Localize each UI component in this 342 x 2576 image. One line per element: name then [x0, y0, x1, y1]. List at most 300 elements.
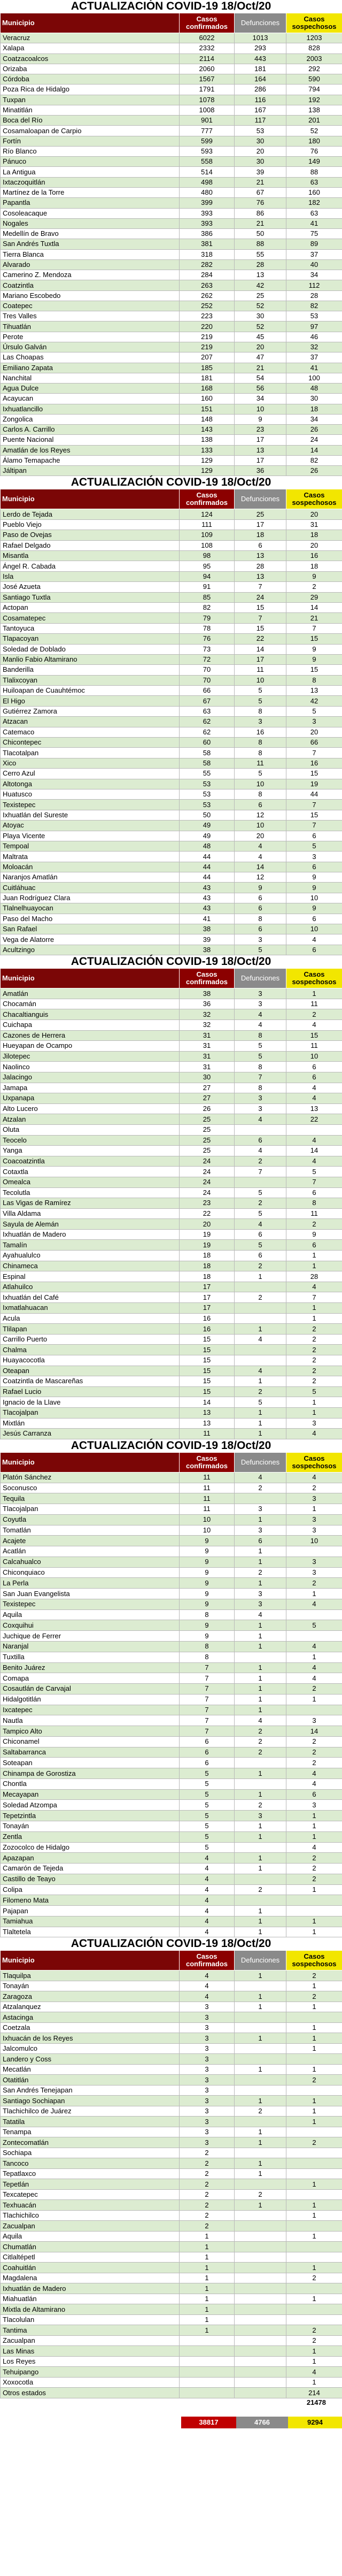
- cell-defunciones: [235, 2294, 286, 2304]
- cell-defunciones: 1: [235, 1853, 286, 1864]
- section-title: ACTUALIZACIÓN COVID-19 18/Oct/20: [71, 1439, 271, 1452]
- table-row: [1, 1800, 342, 1811]
- cell-municipio: Chacaltianguis: [1, 1009, 180, 1020]
- cell-confirmados: 15: [180, 1355, 235, 1366]
- cell-confirmados: 9: [180, 1567, 235, 1578]
- cell-confirmados: 1: [180, 2325, 235, 2336]
- cell-municipio: Astacinga: [1, 2012, 180, 2023]
- header-defunciones: Defunciones: [235, 489, 286, 509]
- cell-sospechosos: 1: [286, 2106, 342, 2117]
- table-row: [1, 1514, 342, 1525]
- table-row: [1, 373, 342, 383]
- cell-sospechosos: 2: [286, 1971, 342, 1981]
- cell-defunciones: 6: [235, 1536, 286, 1546]
- cell-defunciones: 3: [235, 934, 286, 945]
- cell-confirmados: 2332: [180, 43, 235, 53]
- cell-municipio: Gutiérrez Zamora: [1, 706, 180, 716]
- cell-defunciones: 5: [235, 1041, 286, 1052]
- cell-sospechosos: 32: [286, 342, 342, 352]
- cell-confirmados: 31: [180, 1051, 235, 1062]
- cell-defunciones: 5: [235, 696, 286, 706]
- table-row: [1, 1345, 342, 1355]
- cell-confirmados: 23: [180, 1198, 235, 1209]
- cell-municipio: Cosamatepec: [1, 613, 180, 623]
- cell-sospechosos: 2: [286, 1853, 342, 1864]
- section-title: ACTUALIZACIÓN COVID-19 18/Oct/20: [71, 0, 271, 12]
- cell-confirmados: 6: [180, 1758, 235, 1768]
- cell-defunciones: 3: [235, 1103, 286, 1114]
- cell-municipio: Cosamaloapan de Carpio: [1, 126, 180, 136]
- cell-defunciones: [235, 2325, 286, 2336]
- cell-defunciones: [235, 1493, 286, 1504]
- table-row: [1, 1261, 342, 1271]
- cell-defunciones: 5: [235, 769, 286, 779]
- cell-sospechosos: 1: [286, 1313, 342, 1324]
- cell-defunciones: 443: [235, 53, 286, 64]
- cell-sospechosos: 52: [286, 126, 342, 136]
- cell-confirmados: 6: [180, 1747, 235, 1758]
- cell-confirmados: 25: [180, 1146, 235, 1156]
- total-confirmados: 38817: [181, 2417, 236, 2428]
- cell-sospechosos: 8: [286, 675, 342, 685]
- cell-confirmados: 514: [180, 167, 235, 177]
- cell-confirmados: 6: [180, 1736, 235, 1747]
- cell-sospechosos: 42: [286, 696, 342, 706]
- cell-confirmados: 72: [180, 654, 235, 664]
- cell-municipio: Chocamán: [1, 999, 180, 1009]
- cell-municipio: Tempoal: [1, 841, 180, 851]
- cell-defunciones: 3: [235, 999, 286, 1009]
- cell-defunciones: 1: [235, 2002, 286, 2012]
- cell-defunciones: 1: [235, 1916, 286, 1927]
- table-row: [1, 706, 342, 716]
- cell-municipio: Cosautlán de Carvajal: [1, 1684, 180, 1695]
- cell-sospechosos: 828: [286, 43, 342, 53]
- table-row: [1, 696, 342, 706]
- cell-sospechosos: 88: [286, 167, 342, 177]
- cell-defunciones: 21: [235, 177, 286, 187]
- header-confirmados: Casos confirmados: [180, 969, 235, 988]
- cell-municipio: Espinal: [1, 1271, 180, 1282]
- cell-sospechosos: 3: [286, 717, 342, 727]
- cell-municipio: Castillo de Teayo: [1, 1874, 180, 1884]
- cell-confirmados: 2: [180, 2168, 235, 2179]
- cell-defunciones: 6: [235, 924, 286, 934]
- table-row: [1, 2075, 342, 2086]
- cell-defunciones: 22: [235, 634, 286, 644]
- cell-confirmados: [180, 2367, 235, 2378]
- cell-sospechosos: 16: [286, 550, 342, 561]
- cell-defunciones: [235, 2231, 286, 2242]
- cell-defunciones: 5: [235, 1397, 286, 1408]
- cell-municipio: Tampico Alto: [1, 1726, 180, 1737]
- cell-confirmados: 44: [180, 852, 235, 862]
- cell-confirmados: 4: [180, 1981, 235, 1991]
- table-row: [1, 1546, 342, 1557]
- cell-defunciones: 18: [235, 530, 286, 540]
- cell-municipio: Fortín: [1, 136, 180, 146]
- cell-municipio: Jilotepec: [1, 1051, 180, 1062]
- cell-municipio: Oteapan: [1, 1366, 180, 1376]
- cell-sospechosos: 6: [286, 1187, 342, 1198]
- cell-sospechosos: 6: [286, 1072, 342, 1083]
- cell-municipio: Tlaquilpa: [1, 1971, 180, 1981]
- cell-municipio: Pueblo Viejo: [1, 519, 180, 530]
- cell-defunciones: [235, 1842, 286, 1853]
- cell-confirmados: 10: [180, 1525, 235, 1536]
- cell-sospechosos: 9: [286, 644, 342, 654]
- cell-sospechosos: [286, 2314, 342, 2325]
- header-municipio: Municipio: [1, 1951, 180, 1971]
- cell-sospechosos: 1: [286, 1821, 342, 1832]
- cell-municipio: Tihuatlán: [1, 321, 180, 332]
- cell-confirmados: 85: [180, 592, 235, 602]
- cell-sospechosos: 590: [286, 74, 342, 85]
- table-row: [1, 1599, 342, 1609]
- cell-defunciones: 1: [235, 1376, 286, 1387]
- cell-sospechosos: 1: [286, 2356, 342, 2367]
- cell-municipio: Chumatlán: [1, 2242, 180, 2252]
- cell-confirmados: 18: [180, 1261, 235, 1271]
- cell-confirmados: 15: [180, 1376, 235, 1387]
- cell-defunciones: 17: [235, 455, 286, 465]
- cell-confirmados: 62: [180, 717, 235, 727]
- cell-sospechosos: 4: [286, 1768, 342, 1779]
- cell-confirmados: 1078: [180, 95, 235, 105]
- table-row: [1, 1103, 342, 1114]
- table-row: [1, 2210, 342, 2221]
- cell-sospechosos: [286, 2158, 342, 2169]
- cell-municipio: Camarón de Tejeda: [1, 1864, 180, 1874]
- cell-municipio: Tlalixcoyan: [1, 675, 180, 685]
- table-row: [1, 466, 342, 476]
- cell-sospechosos: 34: [286, 270, 342, 280]
- cell-sospechosos: 7: [286, 1177, 342, 1187]
- cell-sospechosos: [286, 2085, 342, 2096]
- cell-sospechosos: 2: [286, 2273, 342, 2283]
- cell-municipio: Ixtaczoquitlán: [1, 177, 180, 187]
- table-row: [1, 1376, 342, 1387]
- table-row: [1, 1167, 342, 1177]
- table-row: [1, 2189, 342, 2200]
- cell-defunciones: [235, 1652, 286, 1662]
- cell-sospechosos: 5: [286, 841, 342, 851]
- cell-municipio: Ixhuatlán del Café: [1, 1292, 180, 1303]
- cell-sospechosos: 7: [286, 1292, 342, 1303]
- table-row: [1, 1557, 342, 1567]
- table-row: [1, 239, 342, 249]
- cell-municipio: Mecatlán: [1, 2064, 180, 2075]
- cell-sospechosos: 1: [286, 1303, 342, 1314]
- table-row: [1, 852, 342, 862]
- table-row: [1, 1504, 342, 1515]
- cell-defunciones: 1: [235, 2168, 286, 2179]
- cell-municipio: Otatitlán: [1, 2075, 180, 2086]
- table-row: [1, 1229, 342, 1240]
- cell-municipio: Mecayapan: [1, 1789, 180, 1800]
- cell-confirmados: 1: [180, 2294, 235, 2304]
- table-row: [1, 2002, 342, 2012]
- cell-municipio: San Andrés Tuxtla: [1, 239, 180, 249]
- cell-municipio: Coatzintla: [1, 280, 180, 290]
- cell-confirmados: 31: [180, 1030, 235, 1041]
- table-row: [1, 1927, 342, 1937]
- cell-sospechosos: 149: [286, 157, 342, 167]
- cell-sospechosos: 3: [286, 852, 342, 862]
- cell-defunciones: 5: [235, 1187, 286, 1198]
- cell-municipio: Ixhuatlán del Sureste: [1, 810, 180, 820]
- cell-municipio: Aquila: [1, 2231, 180, 2242]
- cell-municipio: Úrsulo Galván: [1, 342, 180, 352]
- cell-confirmados: 138: [180, 435, 235, 445]
- cell-confirmados: 15: [180, 1386, 235, 1397]
- table-row: [1, 1187, 342, 1198]
- table-row: [1, 2012, 342, 2023]
- cell-municipio: Tepatlaxco: [1, 2168, 180, 2179]
- table-row: [1, 831, 342, 841]
- cell-confirmados: 2: [180, 2179, 235, 2190]
- cell-confirmados: 7: [180, 1715, 235, 1726]
- table-header-row: [1, 1452, 342, 1472]
- cell-defunciones: 17: [235, 519, 286, 530]
- cell-municipio: El Higo: [1, 696, 180, 706]
- cell-municipio: Altotonga: [1, 779, 180, 789]
- cell-confirmados: 24: [180, 1156, 235, 1167]
- cell-sospechosos: 1: [286, 1811, 342, 1821]
- cell-municipio: Acatlán: [1, 1546, 180, 1557]
- cell-municipio: Apazapan: [1, 1853, 180, 1864]
- cell-confirmados: 76: [180, 634, 235, 644]
- cell-sospechosos: 10: [286, 924, 342, 934]
- cell-sospechosos: 37: [286, 352, 342, 363]
- cell-confirmados: 5: [180, 1842, 235, 1853]
- table-row: [1, 74, 342, 85]
- cell-sospechosos: [286, 2242, 342, 2252]
- cell-municipio: Otros estados: [1, 2388, 180, 2398]
- cell-municipio: San Rafael: [1, 924, 180, 934]
- cell-defunciones: 1: [235, 1971, 286, 1981]
- cell-defunciones: 15: [235, 602, 286, 612]
- cell-defunciones: 12: [235, 810, 286, 820]
- cell-sospechosos: 9: [286, 1229, 342, 1240]
- cell-municipio: Río Blanco: [1, 146, 180, 156]
- cell-confirmados: 20: [180, 1219, 235, 1230]
- cell-confirmados: 14: [180, 1397, 235, 1408]
- cell-municipio: Isla: [1, 571, 180, 581]
- table-row: [1, 654, 342, 664]
- cell-sospechosos: 18: [286, 404, 342, 414]
- cell-defunciones: 116: [235, 95, 286, 105]
- cell-municipio: Acula: [1, 1313, 180, 1324]
- cell-confirmados: 4: [180, 1991, 235, 2002]
- cell-defunciones: [235, 2012, 286, 2023]
- cell-sospechosos: 100: [286, 373, 342, 383]
- cell-confirmados: 393: [180, 218, 235, 228]
- cell-municipio: Carlos A. Carrillo: [1, 425, 180, 435]
- table-row: [1, 2148, 342, 2158]
- cell-defunciones: [235, 2075, 286, 2086]
- cell-defunciones: 67: [235, 187, 286, 197]
- cell-defunciones: 13: [235, 270, 286, 280]
- table-row: [1, 789, 342, 799]
- cell-defunciones: 24: [235, 592, 286, 602]
- cell-sospechosos: 1: [286, 1407, 342, 1418]
- cell-defunciones: 1: [235, 2158, 286, 2169]
- cell-sospechosos: 214: [286, 2388, 342, 2398]
- cell-defunciones: 8: [235, 738, 286, 748]
- header-defunciones: Defunciones: [235, 1951, 286, 1971]
- cell-sospechosos: 6: [286, 1062, 342, 1072]
- cell-municipio: Soledad de Doblado: [1, 644, 180, 654]
- section-title: ACTUALIZACIÓN COVID-19 18/Oct/20: [71, 955, 271, 968]
- cell-municipio: Jesús Carranza: [1, 1429, 180, 1439]
- table-row: [1, 2054, 342, 2065]
- cell-defunciones: 30: [235, 311, 286, 321]
- cell-defunciones: 1: [235, 1684, 286, 1695]
- cell-confirmados: [180, 2335, 235, 2346]
- cell-confirmados: 19: [180, 1240, 235, 1251]
- table-row: [1, 1198, 342, 1209]
- cell-sospechosos: 22: [286, 1114, 342, 1125]
- cell-defunciones: 1: [235, 1418, 286, 1429]
- cell-defunciones: 16: [235, 727, 286, 737]
- cell-sospechosos: 1: [286, 2179, 342, 2190]
- cell-municipio: Sochiapa: [1, 2148, 180, 2158]
- cell-sospechosos: 794: [286, 85, 342, 95]
- cell-confirmados: 7: [180, 1726, 235, 1737]
- cell-municipio: Calcahualco: [1, 1557, 180, 1567]
- table-header-row: [1, 13, 342, 33]
- cell-defunciones: 167: [235, 105, 286, 115]
- table-row: [1, 404, 342, 414]
- cell-sospechosos: 75: [286, 229, 342, 239]
- cell-municipio: Maltrata: [1, 852, 180, 862]
- cell-municipio: Huiloapan de Cuauhtémoc: [1, 686, 180, 696]
- cell-confirmados: 2: [180, 2200, 235, 2211]
- cell-sospechosos: 24: [286, 435, 342, 445]
- table-row: [1, 2346, 342, 2357]
- cell-confirmados: 58: [180, 748, 235, 758]
- cell-sospechosos: 1: [286, 2022, 342, 2033]
- table-row: [1, 1694, 342, 1705]
- cell-confirmados: 15: [180, 1345, 235, 1355]
- cell-defunciones: 6: [235, 1251, 286, 1261]
- cell-municipio: Citlaltépetl: [1, 2252, 180, 2263]
- cell-municipio: Yanga: [1, 1146, 180, 1156]
- cell-municipio: Acayucan: [1, 394, 180, 404]
- table-row: [1, 1483, 342, 1493]
- cell-defunciones: 5: [235, 1240, 286, 1251]
- cell-municipio: Colipa: [1, 1884, 180, 1895]
- cell-defunciones: 1: [235, 1927, 286, 1937]
- cell-defunciones: 10: [235, 821, 286, 831]
- cell-defunciones: [235, 2054, 286, 2065]
- cell-defunciones: 7: [235, 1072, 286, 1083]
- cell-sospechosos: 2: [286, 1334, 342, 1345]
- cell-municipio: Atlahuilco: [1, 1282, 180, 1292]
- cell-defunciones: 56: [235, 384, 286, 394]
- cell-municipio: Moloacán: [1, 862, 180, 872]
- table-row: [1, 95, 342, 105]
- cell-confirmados: 480: [180, 187, 235, 197]
- cell-defunciones: 1: [235, 1546, 286, 1557]
- cell-confirmados: 3: [180, 2127, 235, 2137]
- table-row: [1, 1811, 342, 1821]
- cell-confirmados: 66: [180, 686, 235, 696]
- cell-confirmados: 5: [180, 1778, 235, 1789]
- cell-confirmados: 58: [180, 758, 235, 768]
- cell-defunciones: 10: [235, 779, 286, 789]
- table-row: [1, 1271, 342, 1282]
- cell-sospechosos: 3: [286, 1567, 342, 1578]
- cell-sospechosos: 1203: [286, 33, 342, 43]
- cell-municipio: Tlacojalpan: [1, 1504, 180, 1515]
- table-row: [1, 1366, 342, 1376]
- cell-confirmados: 8: [180, 1609, 235, 1620]
- cell-defunciones: 4: [235, 1334, 286, 1345]
- cell-confirmados: 17: [180, 1303, 235, 1314]
- cell-municipio: Coetzala: [1, 2022, 180, 2033]
- cell-municipio: San Andrés Tenejapan: [1, 2085, 180, 2096]
- cell-confirmados: 262: [180, 290, 235, 301]
- cell-sospechosos: 1: [286, 2200, 342, 2211]
- cell-confirmados: 386: [180, 229, 235, 239]
- cell-sospechosos: 16: [286, 758, 342, 768]
- cell-sospechosos: 97: [286, 321, 342, 332]
- table-row: [1, 1386, 342, 1397]
- cell-defunciones: [235, 1313, 286, 1324]
- cell-confirmados: 1: [180, 2242, 235, 2252]
- table-row: [1, 1397, 342, 1408]
- cell-defunciones: 11: [235, 665, 286, 675]
- table-row: [1, 582, 342, 592]
- header-municipio: Municipio: [1, 13, 180, 33]
- cell-defunciones: 2: [235, 1800, 286, 1811]
- cell-confirmados: 9: [180, 1620, 235, 1631]
- cell-defunciones: [235, 2179, 286, 2190]
- cell-confirmados: 94: [180, 571, 235, 581]
- cell-municipio: Tlilapan: [1, 1324, 180, 1335]
- table-row: [1, 2033, 342, 2044]
- cell-municipio: Coatepec: [1, 301, 180, 311]
- cell-sospechosos: 6: [286, 831, 342, 841]
- header-sospechosos: Casos sospechosos: [286, 1951, 342, 1971]
- cell-confirmados: 7: [180, 1705, 235, 1715]
- table-row: [1, 800, 342, 810]
- cell-municipio: Chiconamel: [1, 1736, 180, 1747]
- table-row: [1, 1821, 342, 1832]
- cell-municipio: Uxpanapa: [1, 1093, 180, 1104]
- cell-confirmados: 3: [180, 2137, 235, 2148]
- cell-defunciones: [235, 2263, 286, 2273]
- cell-defunciones: 8: [235, 914, 286, 924]
- table-row: [1, 425, 342, 435]
- cell-municipio: Huatusco: [1, 789, 180, 799]
- cell-municipio: Benito Juárez: [1, 1662, 180, 1673]
- cell-confirmados: 32: [180, 1009, 235, 1020]
- cell-sospechosos: 10: [286, 1051, 342, 1062]
- cell-municipio: Atzalanquez: [1, 2002, 180, 2012]
- cell-confirmados: 27: [180, 1083, 235, 1093]
- cell-sospechosos: 7: [286, 821, 342, 831]
- cell-confirmados: 1: [180, 2304, 235, 2315]
- cell-municipio: Tamiahua: [1, 1916, 180, 1927]
- table-row: [1, 2252, 342, 2263]
- table-row: [1, 1971, 342, 1981]
- cell-confirmados: 38: [180, 924, 235, 934]
- cell-defunciones: 8: [235, 1062, 286, 1072]
- cell-defunciones: 12: [235, 872, 286, 883]
